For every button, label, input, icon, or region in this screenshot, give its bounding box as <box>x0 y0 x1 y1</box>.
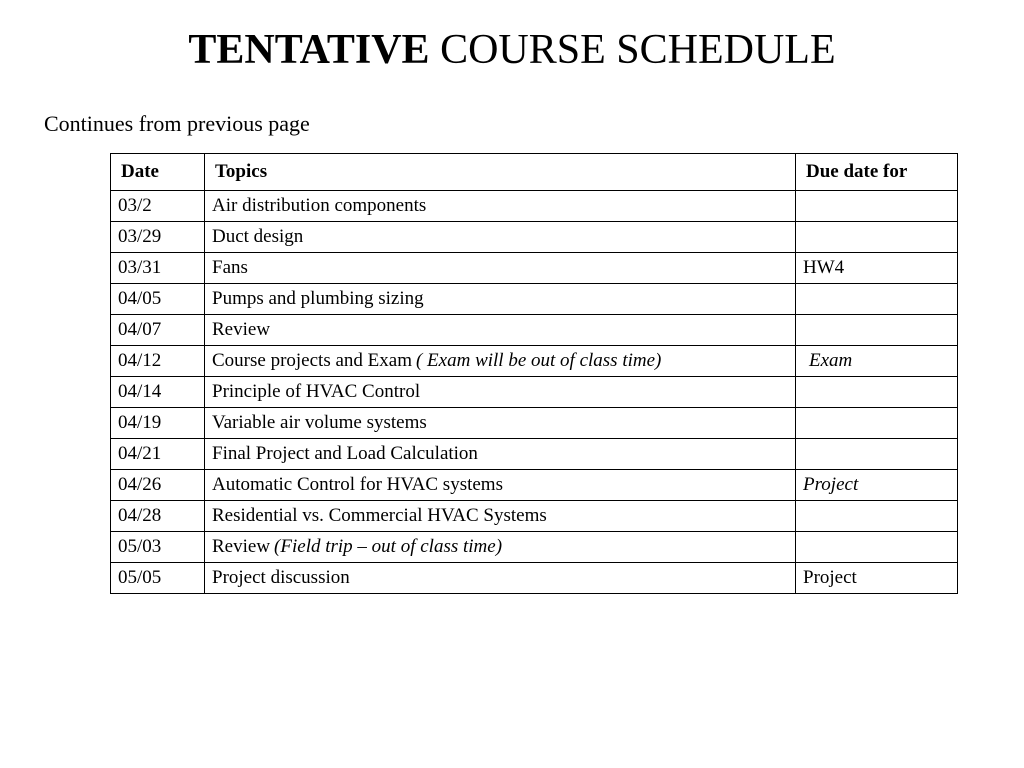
table-header-row <box>111 154 958 191</box>
row-due <box>796 377 958 408</box>
header-topics: Topics <box>205 154 796 191</box>
row-topic <box>205 408 796 439</box>
page-title-emphasis: TENTATIVE <box>188 27 430 73</box>
row-date: 04/14 <box>111 377 205 408</box>
row-topic <box>205 284 796 315</box>
row-topic <box>205 501 796 532</box>
row-topic <box>205 253 796 284</box>
row-due: Exam <box>796 346 958 377</box>
table-row <box>111 253 958 284</box>
row-topic <box>205 346 796 377</box>
row-topic-text: Course projects and Exam <box>212 350 412 371</box>
row-topic-text: Variable air volume systems <box>212 412 427 433</box>
row-date: 05/05 <box>111 563 205 594</box>
row-topic-text: Automatic Control for HVAC systems <box>212 474 503 495</box>
row-topic-text: Review <box>212 536 271 557</box>
row-due <box>796 222 958 253</box>
schedule-body <box>111 191 958 594</box>
row-topic-note: ( Exam will be out of class time) <box>415 350 662 371</box>
row-topic-text: Project discussion <box>212 567 350 588</box>
table-row <box>111 439 958 470</box>
page-title <box>0 24 1024 76</box>
row-topic-text: Principle of HVAC Control <box>212 381 421 402</box>
row-date: 04/05 <box>111 284 205 315</box>
row-due <box>796 284 958 315</box>
row-topic-text: Air distribution components <box>212 195 427 216</box>
row-due <box>796 532 958 563</box>
row-topic <box>205 315 796 346</box>
row-topic-text: Fans <box>212 257 248 278</box>
row-date: 04/21 <box>111 439 205 470</box>
row-date: 04/07 <box>111 315 205 346</box>
table-row <box>111 408 958 439</box>
table-row <box>111 501 958 532</box>
row-topic <box>205 563 796 594</box>
row-due <box>796 191 958 222</box>
row-topic <box>205 191 796 222</box>
row-date: 03/29 <box>111 222 205 253</box>
row-topic-text: Residential vs. Commercial HVAC Systems <box>212 505 547 526</box>
row-topic-note: (Field trip – out of class time) <box>274 536 503 557</box>
row-due <box>796 315 958 346</box>
row-due <box>796 408 958 439</box>
row-topic-text: Final Project and Load Calculation <box>212 443 478 464</box>
table-row <box>111 532 958 563</box>
header-due-date: Due date for <box>796 154 958 191</box>
row-topic <box>205 377 796 408</box>
schedule-table <box>110 153 958 594</box>
table-row <box>111 563 958 594</box>
row-topic <box>205 532 796 563</box>
table-row <box>111 222 958 253</box>
table-row <box>111 377 958 408</box>
row-due: Project <box>796 470 958 501</box>
row-date: 04/26 <box>111 470 205 501</box>
row-topic <box>205 470 796 501</box>
row-due <box>796 501 958 532</box>
row-topic-text: Duct design <box>212 226 304 247</box>
row-date: 05/03 <box>111 532 205 563</box>
table-row <box>111 191 958 222</box>
page-title-rest: COURSE SCHEDULE <box>429 27 836 73</box>
row-topic <box>205 439 796 470</box>
row-topic-text: Review <box>212 319 271 340</box>
row-date: 03/31 <box>111 253 205 284</box>
row-due <box>796 439 958 470</box>
row-date: 04/12 <box>111 346 205 377</box>
table-row <box>111 284 958 315</box>
row-due: Project <box>796 563 958 594</box>
table-row <box>111 346 958 377</box>
row-date: 04/19 <box>111 408 205 439</box>
header-date: Date <box>111 154 205 191</box>
row-date: 04/28 <box>111 501 205 532</box>
row-date: 03/2 <box>111 191 205 222</box>
row-due: HW4 <box>796 253 958 284</box>
table-row <box>111 470 958 501</box>
continuation-note: Continues from previous page <box>44 111 310 136</box>
row-topic <box>205 222 796 253</box>
table-row <box>111 315 958 346</box>
row-topic-text: Pumps and plumbing sizing <box>212 288 424 309</box>
